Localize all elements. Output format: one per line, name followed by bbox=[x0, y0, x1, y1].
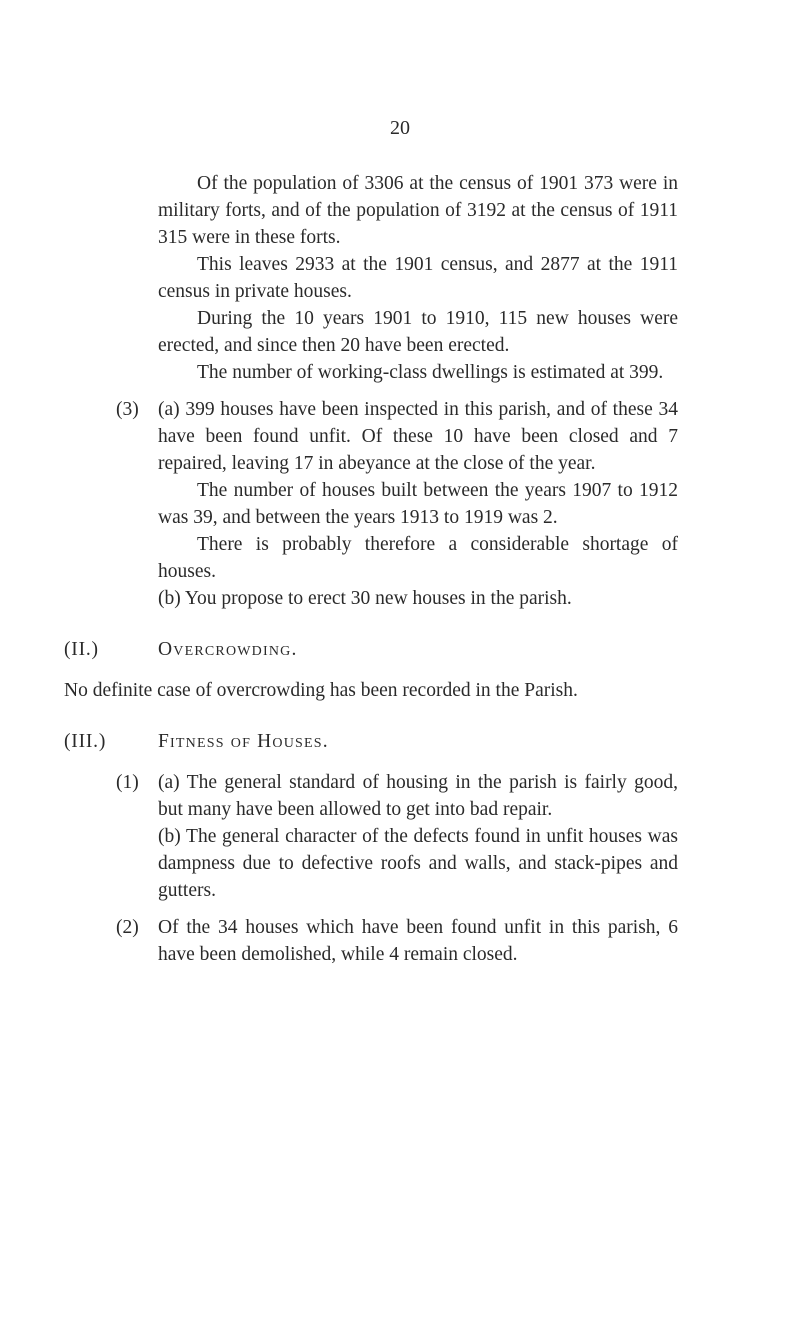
item-3-a: (a) 399 houses have been inspected in this parish, and of these 34 have been found unfit. Of these 10 have been closed and 7 repaired, leaving 17 in abeyance at the close of the year. bbox=[158, 399, 678, 474]
intro-paragraph-private-houses: This leaves 2933 at the 1901 census, and 2877 at the 1911 census in private houses. bbox=[158, 254, 678, 302]
section-3-number: (III.) bbox=[64, 731, 107, 752]
section-3-heading bbox=[64, 728, 678, 755]
item-3-b: (b) You propose to erect 30 new houses in the parish. bbox=[158, 588, 572, 609]
item-3-number: (3) bbox=[116, 399, 139, 420]
section-3-item-2-text: Of the 34 houses which have been found unfit in this parish, 6 have been demolished, while 4 remain closed. bbox=[158, 917, 678, 965]
section-2-number: (II.) bbox=[64, 639, 99, 660]
section-2-title: Overcrowding. bbox=[158, 639, 298, 660]
item-3-houses-built: The number of houses built between the years 1907 to 1912 was 39, and between the years 1913 to 1919 was 2. bbox=[158, 480, 678, 528]
intro-paragraph-population: Of the population of 3306 at the census of 1901 373 were in military forts, and of the population of 3192 at the census of 1911 315 were in these forts. bbox=[158, 173, 678, 248]
section-3-title: Fitness of Houses. bbox=[158, 731, 329, 752]
intro-paragraph-working-class: The number of working-class dwellings is estimated at 399. bbox=[197, 362, 664, 383]
item-3 bbox=[116, 396, 678, 612]
section-2-heading bbox=[64, 636, 678, 663]
intro-paragraph-new-houses: During the 10 years 1901 to 1910, 115 new houses were erected, and since then 20 have been erected. bbox=[158, 308, 678, 356]
section-3-item-2 bbox=[116, 914, 678, 968]
page-body bbox=[64, 170, 678, 968]
item-3-shortage: There is probably therefore a considerable shortage of houses. bbox=[158, 534, 678, 582]
section-3-item-1-b: (b) The general character of the defects found in unfit houses was dampness due to defective roofs and walls, and stack-pipes and gutters. bbox=[158, 826, 678, 901]
section-3-item-1-a: (a) The general standard of housing in the parish is fairly good, but many have been allowed to get into bad repair. bbox=[158, 772, 678, 820]
page-number: 20 bbox=[390, 117, 410, 139]
section-3-item-2-number: (2) bbox=[116, 917, 139, 938]
section-3-item-1 bbox=[116, 769, 678, 904]
section-3-item-1-number: (1) bbox=[116, 772, 139, 793]
section-2-text: No definite case of overcrowding has been recorded in the Parish. bbox=[64, 680, 578, 701]
